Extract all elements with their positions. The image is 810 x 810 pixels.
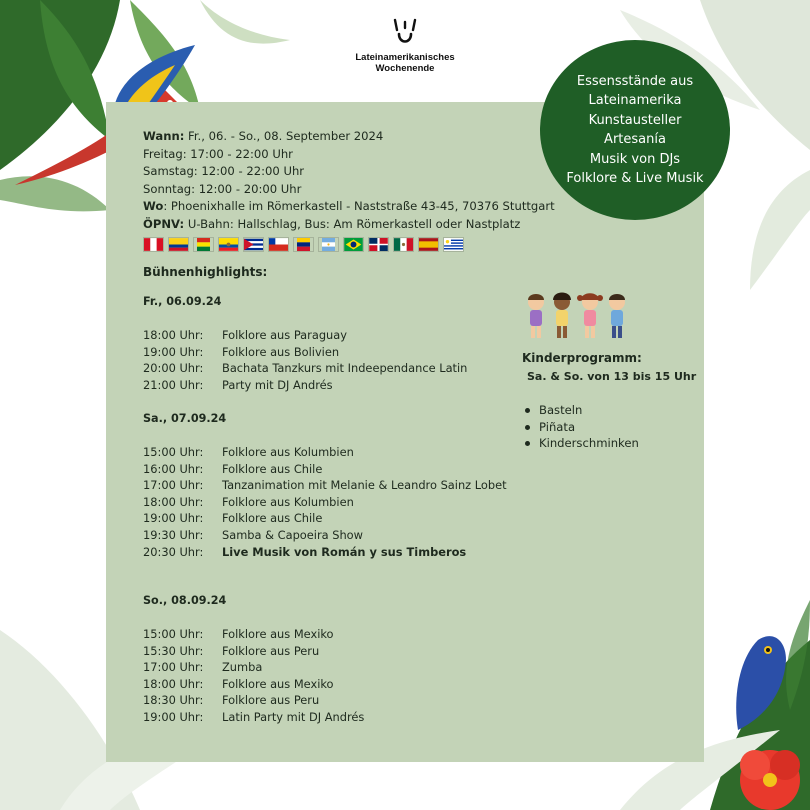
schedule-act: Party mit DJ Andrés <box>222 377 333 392</box>
schedule-act: Folklore aus Mexiko <box>222 627 334 641</box>
schedule-row <box>143 461 507 478</box>
schedule-act: Folklore aus Peru <box>222 693 320 708</box>
flag-mexico-icon <box>393 237 414 252</box>
transit-value: U-Bahn: Hallschlag, Bus: Am Römerkastell oder Nastplatz <box>184 216 521 231</box>
schedule-row <box>143 377 467 394</box>
event-info <box>143 128 555 234</box>
schedule-act: Folklore aus Chile <box>222 511 323 526</box>
schedule-time: 17:00 Uhr: <box>143 478 204 493</box>
schedule-act: Folklore aus Mexiko <box>222 676 334 691</box>
schedule-act: Folklore aus Kolumbien <box>222 445 354 459</box>
features-circle <box>540 40 730 220</box>
sunday-hours: Sonntag: 12:00 - 20:00 Uhr <box>143 181 302 196</box>
feature-line: Folklore & Live Musik <box>566 171 704 186</box>
when-line <box>143 128 555 146</box>
flag-cuba-icon <box>243 237 264 252</box>
day-label-sunday: So., 08.09.24 <box>143 594 227 607</box>
kids-program-title: Kinderprogramm: <box>522 351 642 365</box>
feature-line: Artesanía <box>604 132 666 147</box>
flag-chile-icon <box>268 237 289 252</box>
flag-argentina-icon <box>318 237 339 252</box>
when-value: Fr., 06. - So., 08. September 2024 <box>184 129 384 143</box>
flag-row <box>143 237 464 252</box>
friday-hours: Freitag: 17:00 - 22:00 Uhr <box>143 146 293 161</box>
schedule-time: 19:30 Uhr: <box>143 527 204 542</box>
schedule-time: 20:30 Uhr: <box>143 544 204 559</box>
list-item: Kinderschminken <box>522 435 639 452</box>
list-item: Piñata <box>522 419 639 436</box>
schedule-act: Bachata Tanzkurs mit Indeependance Latin <box>222 361 468 376</box>
schedule-act: Folklore aus Peru <box>222 643 320 658</box>
flag-brazil-icon <box>343 237 364 252</box>
logo-text-line2: Wochenende <box>375 63 435 74</box>
where-label: Wo <box>143 199 164 214</box>
schedule-row <box>143 709 364 726</box>
schedule-row <box>143 527 507 544</box>
schedule-row <box>143 676 364 693</box>
kids-activity-list <box>522 402 639 452</box>
schedule-row <box>143 360 467 377</box>
where-value: : Phoenixhalle im Römerkastell - Naststraße 43-45, 70376 Stuttgart <box>163 199 555 214</box>
schedule-time: 18:00 Uhr: <box>143 494 204 509</box>
schedule-act: Folklore aus Bolivien <box>222 344 340 359</box>
schedule-row <box>143 659 364 676</box>
schedule-time: 18:30 Uhr: <box>143 693 204 708</box>
schedule-time: 18:00 Uhr: <box>143 328 204 342</box>
flag-bolivia-icon <box>193 237 214 252</box>
schedule-time: 15:30 Uhr: <box>143 643 204 658</box>
logo-mark-icon <box>390 18 420 46</box>
blue-macaw-icon <box>708 620 788 730</box>
schedule-row <box>143 444 507 461</box>
schedule-row <box>143 494 507 511</box>
feature-line: Lateinamerika <box>588 93 682 108</box>
logo <box>340 18 470 74</box>
schedule-row <box>143 544 507 561</box>
flag-ecuador-icon <box>218 237 239 252</box>
when-label: Wann: <box>143 129 185 143</box>
schedule-row <box>143 626 364 643</box>
schedule-time: 19:00 Uhr: <box>143 511 204 526</box>
list-item: Basteln <box>522 402 639 419</box>
stage-highlights-heading: Bühnenhighlights: <box>143 265 268 279</box>
schedule-row <box>143 327 467 344</box>
schedule-row <box>143 477 507 494</box>
schedule-time: 15:00 Uhr: <box>143 445 204 459</box>
flag-dominican-republic-icon <box>368 237 389 252</box>
schedule-time: 19:00 Uhr: <box>143 344 204 359</box>
flag-peru-icon <box>143 237 164 252</box>
flag-colombia-icon <box>168 237 189 252</box>
feature-line: Musik von DJs <box>589 151 681 167</box>
where-line <box>143 198 555 216</box>
saturday-hours: Samstag: 12:00 - 22:00 Uhr <box>143 164 305 179</box>
schedule-saturday <box>143 444 507 560</box>
feature-line: Kunstausteller <box>588 112 682 128</box>
children-illustration-icon <box>522 290 632 342</box>
schedule-row <box>143 344 467 361</box>
schedule-act: Zumba <box>222 660 263 675</box>
schedule-time: 18:00 Uhr: <box>143 676 204 691</box>
day-label-saturday: Sa., 07.09.24 <box>143 412 227 425</box>
transit-label: ÖPNV: <box>143 216 185 231</box>
flag-spain-icon <box>418 237 439 252</box>
day-label-friday: Fr., 06.09.24 <box>143 295 222 308</box>
schedule-act: Samba & Capoeira Show <box>222 527 363 542</box>
logo-text-line1: Lateinamerikanisches <box>355 52 455 63</box>
schedule-sunday <box>143 626 364 726</box>
schedule-act: Folklore aus Paraguay <box>222 328 347 342</box>
schedule-time: 17:00 Uhr: <box>143 660 204 675</box>
schedule-row <box>143 643 364 660</box>
feature-line: Essensstände aus <box>576 73 694 89</box>
schedule-time: 21:00 Uhr: <box>143 377 204 392</box>
kids-program-time: Sa. & So. von 13 bis 15 Uhr <box>527 370 697 383</box>
schedule-act: Folklore aus Chile <box>222 461 323 476</box>
schedule-time: 19:00 Uhr: <box>143 709 204 724</box>
transit-line <box>143 216 555 234</box>
schedule-row <box>143 692 364 709</box>
schedule-act: Tanzanimation mit Melanie & Leandro Sainz Lobet <box>222 478 507 493</box>
schedule-time: 16:00 Uhr: <box>143 461 204 476</box>
schedule-act: Latin Party mit DJ Andrés <box>222 709 365 724</box>
flag-uruguay-icon <box>443 237 464 252</box>
schedule-friday <box>143 327 467 393</box>
schedule-act-highlight: Live Musik von Román y sus Timberos <box>222 544 467 559</box>
schedule-act: Folklore aus Kolumbien <box>222 494 354 509</box>
flag-venezuela-icon <box>293 237 314 252</box>
schedule-time: 20:00 Uhr: <box>143 361 204 376</box>
hibiscus-flower-icon <box>730 735 810 810</box>
schedule-row <box>143 510 507 527</box>
schedule-time: 15:00 Uhr: <box>143 627 204 641</box>
